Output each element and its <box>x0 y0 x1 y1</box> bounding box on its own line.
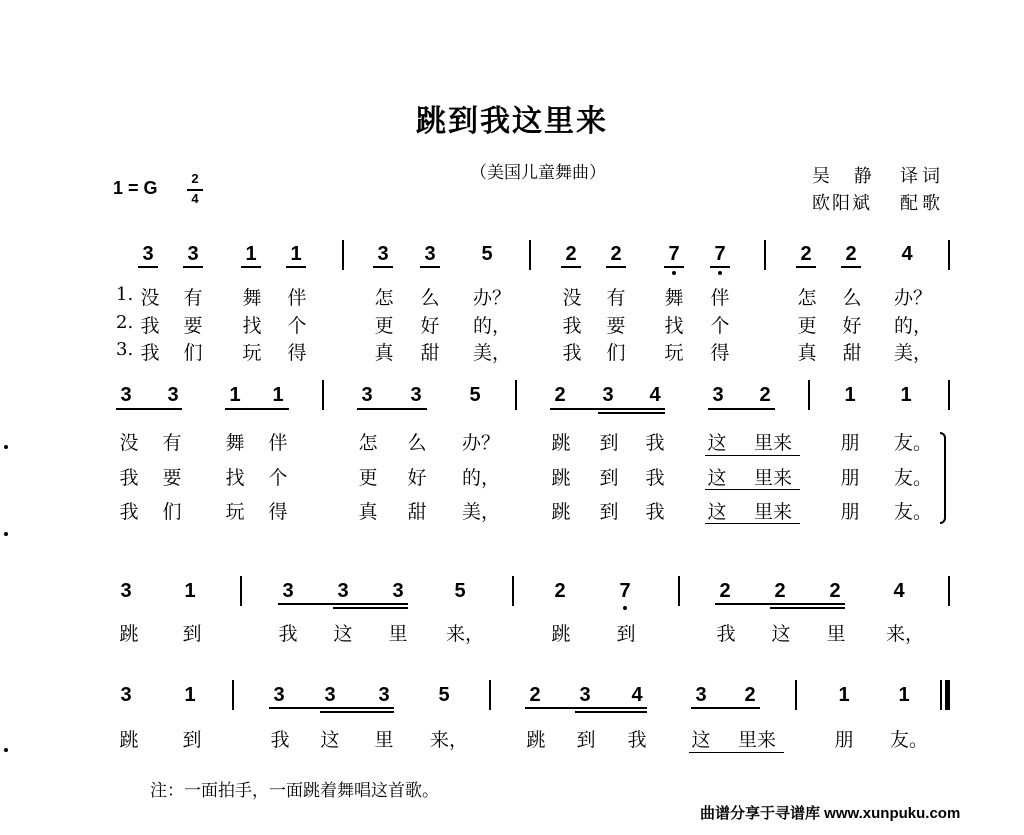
lyric: 这 <box>333 623 353 645</box>
lyric: 友。 <box>893 432 932 454</box>
eighth-underline <box>841 266 861 268</box>
lyric: 没 <box>140 287 160 309</box>
sixteenth-underline <box>598 412 665 414</box>
lyric: 里来 <box>753 501 792 523</box>
song-title: 跳到我这里来 <box>416 104 608 139</box>
lyric: 真 <box>358 501 378 523</box>
lyric: 的， <box>461 467 500 489</box>
lyric: 朋 <box>840 501 860 523</box>
lyric: 我 <box>645 467 665 489</box>
time-signature-top: 2 <box>191 171 199 186</box>
lyric: 有 <box>162 432 182 454</box>
lyric: 我 <box>119 501 139 523</box>
lyric: 我 <box>716 623 736 645</box>
eighth-underline <box>796 266 816 268</box>
note: 1 <box>900 384 912 406</box>
scan-mark <box>4 748 8 752</box>
lyric: 到 <box>182 729 202 751</box>
lyric-underline <box>705 455 800 456</box>
lyric: 到 <box>616 623 636 645</box>
note: 3 <box>579 684 591 706</box>
eighth-underline <box>373 266 393 268</box>
lyric: 这 <box>707 501 727 523</box>
lyric: 个 <box>268 467 288 489</box>
lyric: 里 <box>388 623 408 645</box>
lyric: 来， <box>429 729 468 751</box>
lyric: 么 <box>420 287 440 309</box>
lyric: 跳 <box>551 432 571 454</box>
barline <box>322 380 324 410</box>
final-barline-thick <box>945 680 950 710</box>
lyric: 我 <box>270 729 290 751</box>
note: 2 <box>829 580 841 602</box>
lyric: 朋 <box>840 467 860 489</box>
note: 3 <box>120 684 132 706</box>
lyric: 来， <box>445 623 484 645</box>
lyric: 更 <box>358 467 378 489</box>
lyric: 我 <box>645 501 665 523</box>
note: 3 <box>410 384 422 406</box>
lyric: 到 <box>599 432 619 454</box>
eighth-underline <box>710 266 730 268</box>
lyric: 得 <box>268 501 288 523</box>
performance-note: 注：一面拍手，一面跳着舞唱这首歌。 <box>150 781 439 801</box>
note: 2 <box>610 243 622 265</box>
arranger-name: 欧阳斌 <box>812 193 872 214</box>
source-watermark: 曲谱分享于寻谱库 www.xunpuku.com <box>700 805 961 822</box>
barline <box>678 576 680 606</box>
lyric: 跳 <box>119 623 139 645</box>
note: 2 <box>759 384 771 406</box>
lyric: 到 <box>576 729 596 751</box>
lyric: 好 <box>842 315 862 337</box>
lyric: 么 <box>842 287 862 309</box>
lyric: 这 <box>707 467 727 489</box>
lyric: 我 <box>562 342 582 364</box>
lyric: 跳 <box>551 467 571 489</box>
eighth-underline <box>708 408 775 410</box>
barline <box>948 240 950 270</box>
note: 2 <box>565 243 577 265</box>
lyric: 美， <box>461 501 500 523</box>
lyric: 么 <box>407 432 427 454</box>
lyric: 朋 <box>834 729 854 751</box>
translator-name: 吴 静 <box>812 166 881 187</box>
note: 5 <box>454 580 466 602</box>
song-subtitle: （美国儿童舞曲） <box>470 163 606 183</box>
scan-mark <box>4 445 8 449</box>
lyric: 伴 <box>268 432 288 454</box>
time-signature-bottom: 4 <box>191 191 199 206</box>
lyric: 美， <box>893 342 932 364</box>
arranger-role: 配歌 <box>900 193 944 214</box>
lyric: 跳 <box>119 729 139 751</box>
note: 3 <box>324 684 336 706</box>
note: 1 <box>245 243 257 265</box>
translator-role: 译词 <box>900 166 944 187</box>
lyric: 伴 <box>287 287 307 309</box>
note: 3 <box>273 684 285 706</box>
eighth-underline <box>606 266 626 268</box>
lyric: 怎 <box>797 287 817 309</box>
lyric: 舞 <box>664 287 684 309</box>
lyric: 舞 <box>242 287 262 309</box>
verse-number: 3. <box>116 339 134 360</box>
lyric: 甜 <box>407 501 427 523</box>
lyric: 我 <box>140 342 160 364</box>
sixteenth-underline <box>333 607 408 609</box>
lyric: 们 <box>162 501 182 523</box>
barline <box>512 576 514 606</box>
eighth-underline <box>241 266 261 268</box>
note: 3 <box>392 580 404 602</box>
lyric: 美， <box>472 342 511 364</box>
note: 3 <box>142 243 154 265</box>
note: 3 <box>712 384 724 406</box>
note: 3 <box>377 243 389 265</box>
note: 3 <box>282 580 294 602</box>
note: 7 <box>668 243 680 265</box>
eighth-underline <box>138 266 158 268</box>
note: 4 <box>893 580 905 602</box>
note: 1 <box>838 684 850 706</box>
note: 2 <box>845 243 857 265</box>
lyric: 我 <box>119 467 139 489</box>
lyric: 要 <box>183 315 203 337</box>
eighth-underline <box>278 603 408 605</box>
lyric: 找 <box>242 315 262 337</box>
lyric: 的， <box>472 315 511 337</box>
lyric: 这 <box>707 432 727 454</box>
eighth-underline <box>183 266 203 268</box>
sixteenth-underline <box>770 607 845 609</box>
lyric: 里来 <box>737 729 776 751</box>
lyric: 得 <box>710 342 730 364</box>
eighth-underline <box>286 266 306 268</box>
lyric: 里来 <box>753 432 792 454</box>
eighth-underline <box>715 603 845 605</box>
note: 7 <box>714 243 726 265</box>
barline <box>948 576 950 606</box>
lyric: 我 <box>140 315 160 337</box>
lyric: 个 <box>287 315 307 337</box>
lyric: 这 <box>771 623 791 645</box>
note: 3 <box>187 243 199 265</box>
lyric: 怎 <box>358 432 378 454</box>
scan-mark <box>4 532 8 536</box>
eighth-underline <box>420 266 440 268</box>
lyric: 有 <box>183 287 203 309</box>
eighth-underline <box>691 707 760 709</box>
note: 2 <box>774 580 786 602</box>
lyric: 玩 <box>242 342 262 364</box>
barline <box>529 240 531 270</box>
note: 1 <box>272 384 284 406</box>
lyric: 玩 <box>664 342 684 364</box>
barline <box>948 380 950 410</box>
note: 1 <box>290 243 302 265</box>
lyric: 办？ <box>472 287 511 309</box>
lyric-underline <box>705 523 800 524</box>
lyric: 没 <box>119 432 139 454</box>
lyric: 得 <box>287 342 307 364</box>
note: 3 <box>120 384 132 406</box>
lyric: 办？ <box>893 287 932 309</box>
lyric: 里来 <box>753 467 792 489</box>
note: 1 <box>184 684 196 706</box>
lyric: 甜 <box>842 342 862 364</box>
eighth-underline <box>525 707 647 709</box>
lyric: 好 <box>420 315 440 337</box>
note: 5 <box>481 243 493 265</box>
note: 3 <box>695 684 707 706</box>
lyric: 更 <box>374 315 394 337</box>
note: 2 <box>554 384 566 406</box>
lyric: 到 <box>599 467 619 489</box>
lower-octave-dot <box>718 271 722 275</box>
eighth-underline <box>269 707 394 709</box>
lyric: 甜 <box>420 342 440 364</box>
barline <box>808 380 810 410</box>
lower-octave-dot <box>623 606 627 610</box>
eighth-underline <box>664 266 684 268</box>
lyric: 们 <box>183 342 203 364</box>
note: 3 <box>378 684 390 706</box>
note: 5 <box>438 684 450 706</box>
lyric: 跳 <box>551 501 571 523</box>
lyric-underline <box>705 489 800 490</box>
note: 1 <box>844 384 856 406</box>
note: 3 <box>424 243 436 265</box>
barline <box>764 240 766 270</box>
note: 3 <box>337 580 349 602</box>
lyric: 怎 <box>374 287 394 309</box>
lyric: 跳 <box>526 729 546 751</box>
verse-number: 1. <box>116 284 134 305</box>
lyric: 们 <box>606 342 626 364</box>
eighth-underline <box>550 408 665 410</box>
barline <box>515 380 517 410</box>
barline <box>232 680 234 710</box>
lyric: 到 <box>182 623 202 645</box>
note: 3 <box>167 384 179 406</box>
lyric: 真 <box>797 342 817 364</box>
note: 2 <box>800 243 812 265</box>
lyric: 好 <box>407 467 427 489</box>
eighth-underline <box>225 408 289 410</box>
eighth-underline <box>357 408 427 410</box>
note: 1 <box>184 580 196 602</box>
note: 7 <box>619 580 631 602</box>
lyric: 友。 <box>893 501 932 523</box>
lyric: 有 <box>606 287 626 309</box>
lyric: 个 <box>710 315 730 337</box>
lyric: 更 <box>797 315 817 337</box>
lyric: 里 <box>374 729 394 751</box>
note: 4 <box>901 243 913 265</box>
lyric: 来， <box>885 623 924 645</box>
eighth-underline <box>116 408 182 410</box>
lyric: 朋 <box>840 432 860 454</box>
lyric: 舞 <box>225 432 245 454</box>
lyric: 的， <box>893 315 932 337</box>
barline <box>489 680 491 710</box>
lyric: 友。 <box>889 729 928 751</box>
note: 4 <box>649 384 661 406</box>
note: 3 <box>120 580 132 602</box>
sixteenth-underline <box>320 711 394 713</box>
note: 4 <box>631 684 643 706</box>
lyric: 里 <box>826 623 846 645</box>
note: 2 <box>744 684 756 706</box>
lyric: 我 <box>627 729 647 751</box>
lyric-underline <box>689 752 784 753</box>
lyric: 我 <box>278 623 298 645</box>
sixteenth-underline <box>575 711 647 713</box>
lyric: 跳 <box>551 623 571 645</box>
note: 2 <box>719 580 731 602</box>
lyric: 没 <box>562 287 582 309</box>
lyric: 要 <box>606 315 626 337</box>
note: 5 <box>469 384 481 406</box>
lyric: 要 <box>162 467 182 489</box>
note: 1 <box>898 684 910 706</box>
final-barline-thin <box>940 680 942 710</box>
barline <box>342 240 344 270</box>
verse-number: 2. <box>116 312 134 333</box>
lyric: 玩 <box>225 501 245 523</box>
lyric: 办？ <box>461 432 500 454</box>
lyric: 这 <box>691 729 711 751</box>
barline <box>795 680 797 710</box>
lower-octave-dot <box>672 271 676 275</box>
note: 2 <box>554 580 566 602</box>
verse-brace <box>940 432 946 524</box>
lyric: 友。 <box>893 467 932 489</box>
lyric: 这 <box>320 729 340 751</box>
lyric: 伴 <box>710 287 730 309</box>
note: 3 <box>361 384 373 406</box>
eighth-underline <box>561 266 581 268</box>
lyric: 我 <box>562 315 582 337</box>
lyric: 找 <box>225 467 245 489</box>
lyric: 真 <box>374 342 394 364</box>
note: 1 <box>229 384 241 406</box>
barline <box>240 576 242 606</box>
lyric: 我 <box>645 432 665 454</box>
key-signature: 1 = G <box>113 178 158 198</box>
lyric: 到 <box>599 501 619 523</box>
lyric: 找 <box>664 315 684 337</box>
note: 2 <box>529 684 541 706</box>
note: 3 <box>602 384 614 406</box>
